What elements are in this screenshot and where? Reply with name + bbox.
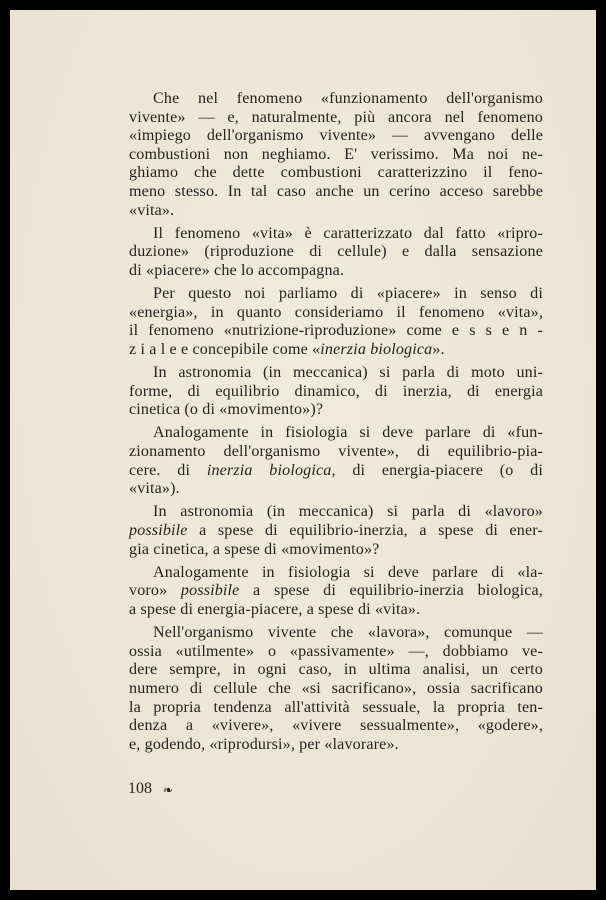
- text-line: il fenomeno «nutrizione-riproduzione» come e s s e n -: [129, 322, 543, 340]
- text-line: combustioni non neghiamo. E' verissimo. Ma noi ne-: [129, 145, 543, 163]
- text-line: Per questo noi parliamo di «piacere» in senso di: [153, 285, 543, 303]
- text-line: z i a l e e concepibile come «inerzia biologica».: [129, 340, 445, 358]
- emphasis: inerzia biologica: [320, 340, 433, 358]
- body-text: [129, 90, 543, 759]
- text-line: cere. di inerzia biologica, di energia-piacere (o di: [129, 461, 543, 479]
- text-line: Che nel fenomeno «funzionamento dell'organismo: [153, 90, 543, 107]
- text-line: meno stesso. In tal caso anche un cerino acceso sarebbe: [129, 182, 543, 200]
- text-line: duzione» (riproduzione di cellule) e dalla sensazione: [129, 243, 543, 261]
- text-line: «vita».: [129, 201, 175, 219]
- text-line: ossia «utilmente» o «passivamente» —, dobbiamo ve-: [129, 642, 543, 660]
- text-line: possibile a spese di equilibrio-inerzia, a spese di ener-: [129, 522, 543, 540]
- text-line: e, godendo, «riprodursi», per «lavorare».: [129, 735, 399, 753]
- paragraph: [129, 624, 543, 754]
- text-line: «energia», in quanto consideriamo il fenomeno «vita»,: [129, 303, 543, 321]
- text-line: a spese di energia-piacere, a spese di «vita».: [129, 601, 421, 618]
- paragraph: [129, 285, 543, 359]
- text-line: voro» possibile a spese di equilibrio-inerzia biologica,: [129, 582, 543, 600]
- text-line: gia cinetica, a spese di «movimento»?: [129, 540, 380, 558]
- text-line: forme, di equilibrio dinamico, di inerzia, di energia: [129, 382, 543, 400]
- emphasis: possibile: [129, 522, 188, 540]
- text-line: Analogamente in fisiologia si deve parlare di «la-: [153, 563, 543, 581]
- text-line: numero di cellule che «si sacrificano», ossia sacrificano: [129, 679, 543, 697]
- emphasis: possibile: [180, 582, 240, 600]
- page-number: 108: [128, 780, 152, 797]
- text-line: «vita»).: [129, 480, 180, 498]
- text-line: la propria tendenza all'attività sessuale, la propria ten-: [129, 698, 543, 716]
- text-line: vivente» — e, naturalmente, più ancora nel fenomeno: [129, 108, 543, 126]
- text-line: Nell'organismo vivente che «lavora», comunque —: [153, 624, 543, 642]
- text-line: In astronomia (in meccanica) si parla di moto uni-: [153, 364, 543, 382]
- text-line: Il fenomeno «vita» è caratterizzato dal fatto «ripro-: [153, 224, 543, 242]
- paragraph: [129, 564, 543, 620]
- text-line: denza a «vivere», «vivere sessualmente», «godere»,: [129, 717, 543, 735]
- text-line: cinetica (o di «movimento»)?: [129, 401, 324, 419]
- text-line: Analogamente in fisiologia si deve parlare di «fun-: [153, 424, 543, 442]
- text-line: zionamento dell'organismo vivente», di equilibrio-pia-: [129, 443, 543, 461]
- paragraph: [129, 424, 543, 498]
- text-line: di «piacere» che lo accompagna.: [129, 261, 345, 279]
- book-page: [10, 10, 596, 890]
- paragraph: [129, 503, 543, 559]
- paragraph: [129, 225, 543, 281]
- text-line: «impiego dell'organismo vivente» — avvengano delle: [129, 127, 543, 145]
- fleuron-ornament-icon: ❧: [163, 783, 174, 797]
- paragraph: [129, 364, 543, 420]
- text-line: In astronomia (in meccanica) si parla di «lavoro»: [153, 503, 543, 521]
- paragraph: [129, 90, 543, 220]
- text-line: dere sempre, in ogni caso, in ultima analisi, un certo: [129, 661, 543, 679]
- emphasis: inerzia biologica: [206, 461, 332, 479]
- text-line: ghiamo che dette combustioni caratterizzino il feno-: [129, 164, 543, 182]
